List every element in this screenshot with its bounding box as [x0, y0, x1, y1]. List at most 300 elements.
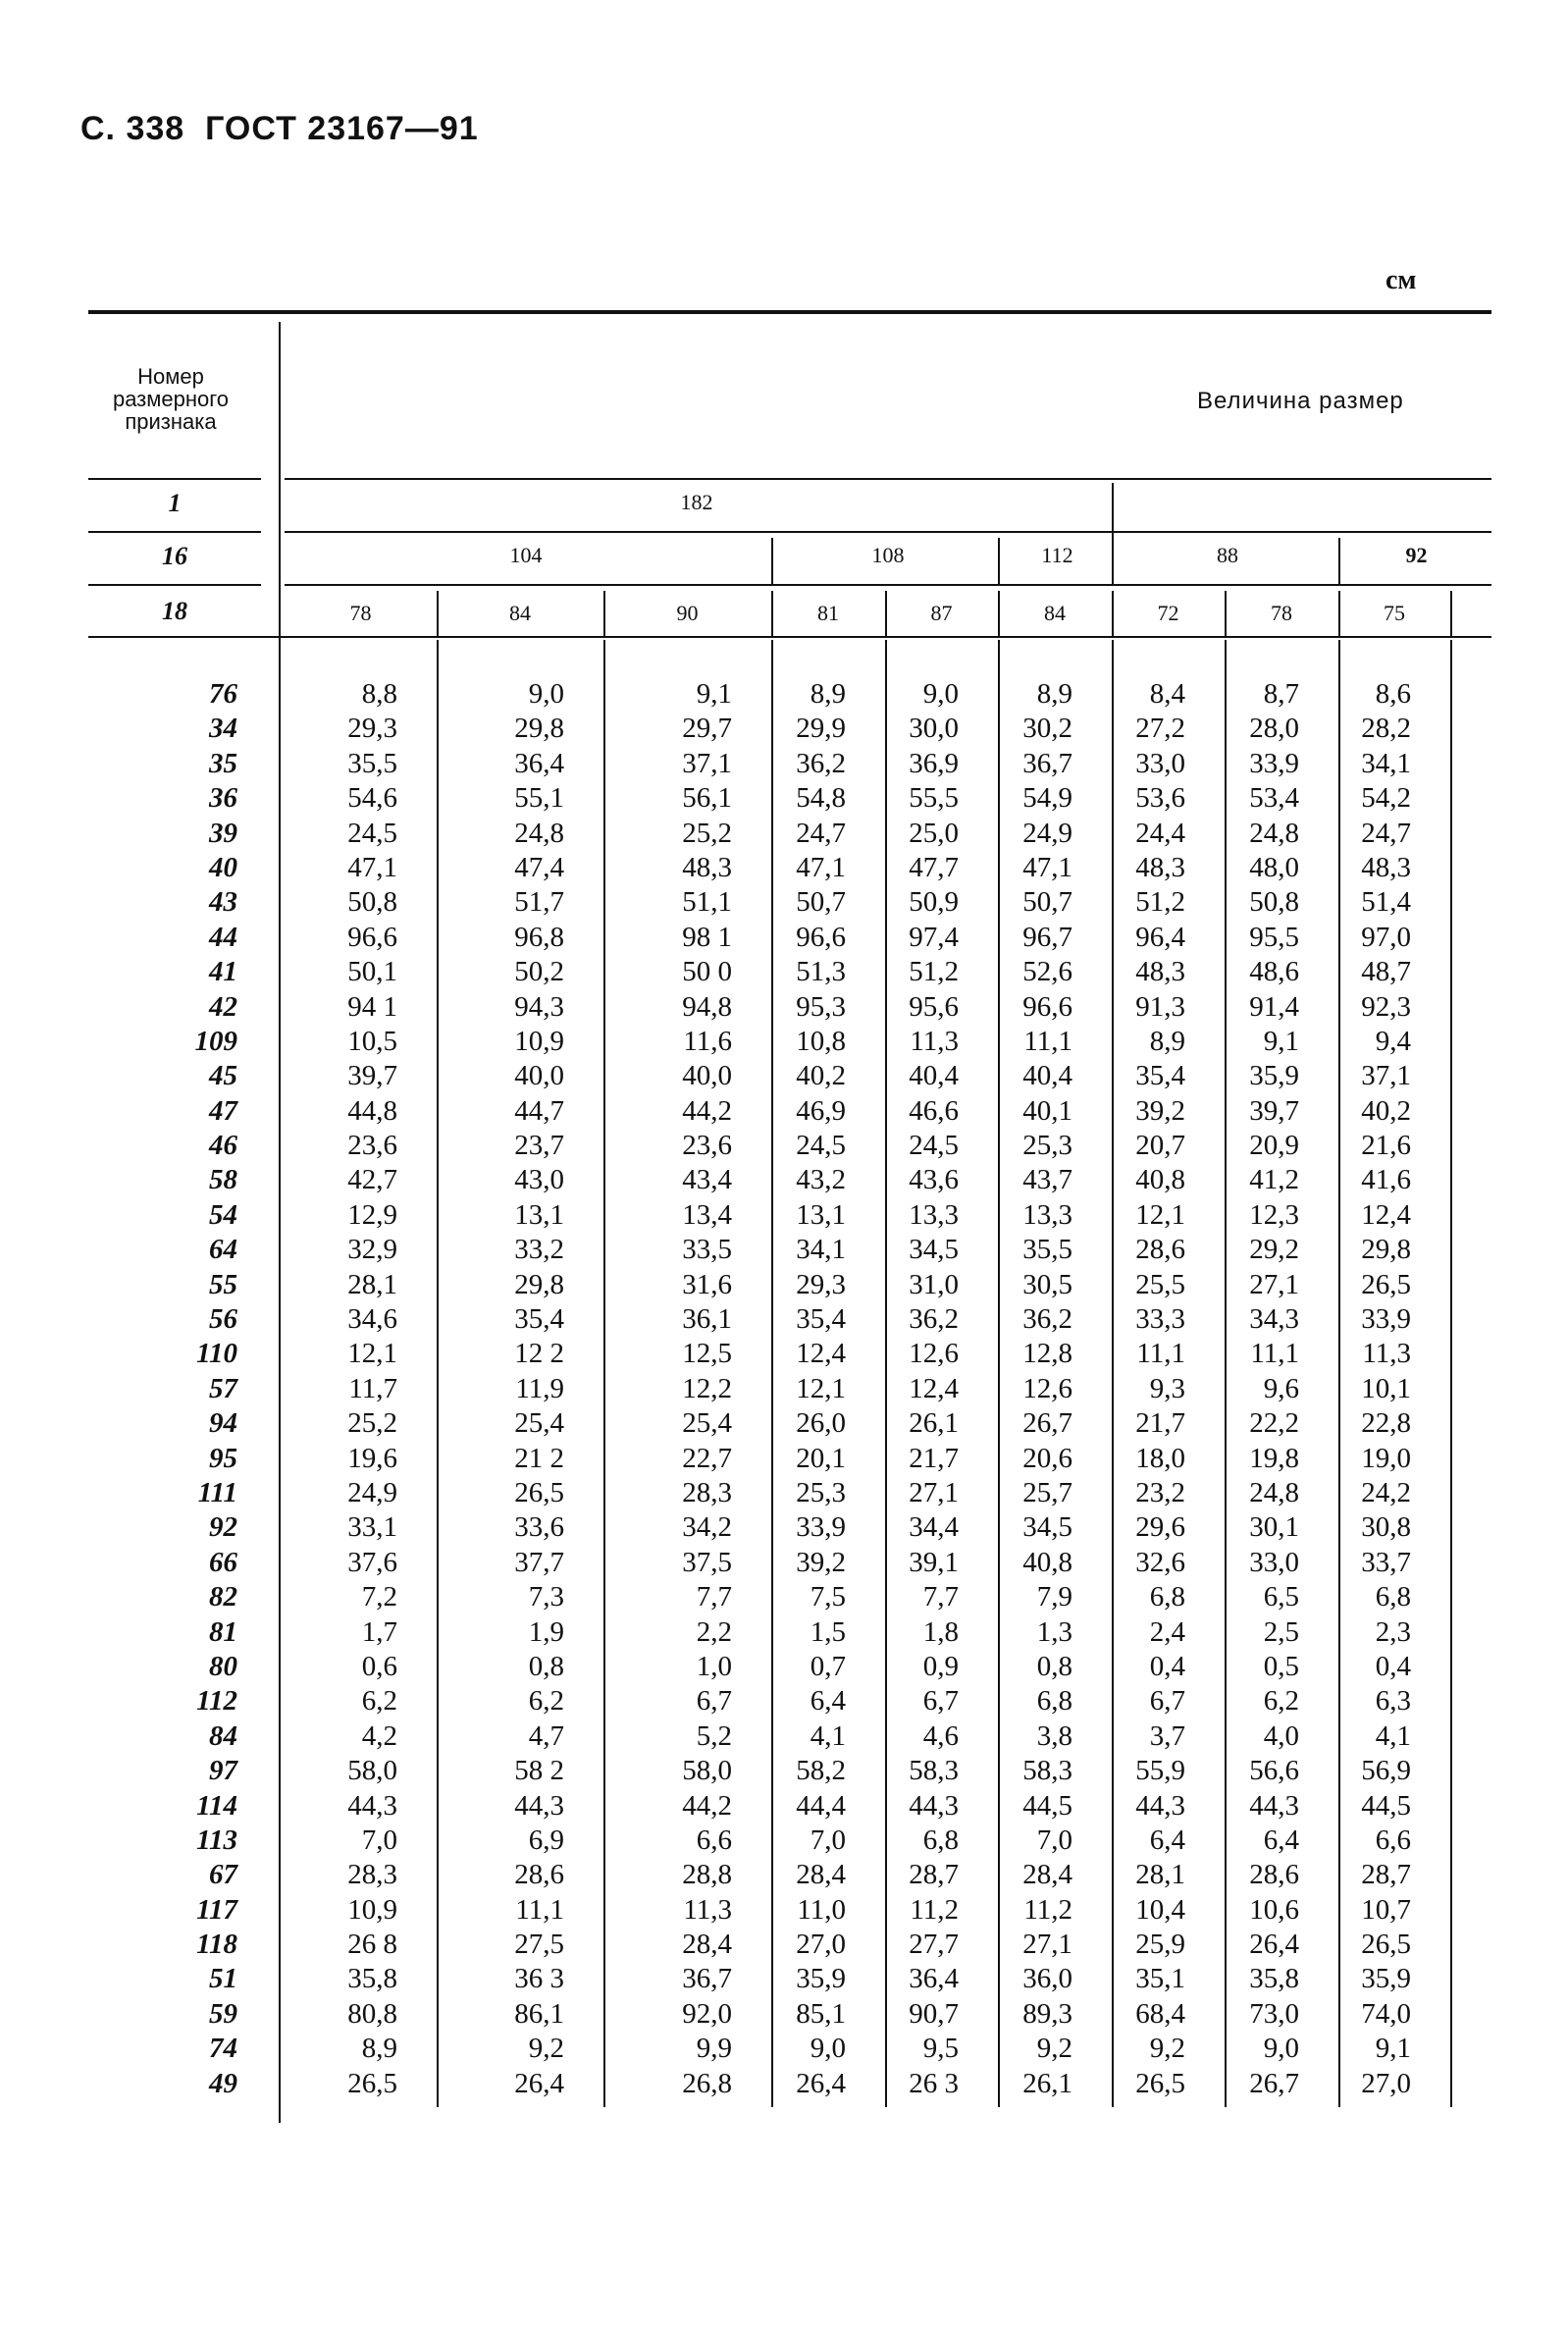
table-cell: 12 2: [514, 1338, 564, 1370]
table-cell: 48,3: [1135, 956, 1185, 988]
table-cell: 6,4: [1263, 1824, 1299, 1856]
row-label: 55: [209, 1268, 237, 1300]
table-cell: 11,7: [348, 1372, 397, 1404]
table-cell: 26,4: [1249, 1929, 1299, 1961]
table-cell: 24,2: [1361, 1476, 1411, 1508]
table-cell: 94,8: [682, 990, 732, 1023]
table-cell: 44,2: [682, 1094, 732, 1127]
table-cell: 20,6: [1022, 1442, 1072, 1474]
table-cell: 12,9: [347, 1198, 397, 1231]
table-cell: 97,4: [909, 921, 959, 953]
column-divider: [1225, 640, 1227, 2107]
header-rule: [88, 584, 261, 586]
column-divider: [885, 640, 887, 2107]
table-cell: 12,4: [909, 1372, 959, 1404]
table-cell: 6,7: [922, 1685, 959, 1718]
table-cell: 28,1: [1135, 1859, 1185, 1891]
table-cell: 33,0: [1249, 1546, 1299, 1578]
column-divider: [437, 591, 439, 636]
table-cell: 54,8: [796, 782, 846, 815]
unit-label: см: [1385, 265, 1417, 295]
table-cell: 33,7: [1361, 1546, 1411, 1578]
table-cell: 4,1: [810, 1719, 846, 1752]
table-cell: 48,7: [1361, 956, 1411, 988]
table-cell: 40,4: [909, 1060, 959, 1092]
row-label: 43: [209, 886, 237, 919]
table-cell: 19,6: [347, 1442, 397, 1474]
table-cell: 6,2: [1263, 1685, 1299, 1718]
table-cell: 40,1: [1022, 1094, 1072, 1127]
table-cell: 34,6: [347, 1303, 397, 1336]
column-divider: [771, 591, 773, 636]
table-cell: 29,6: [1135, 1511, 1185, 1544]
table-cell: 73,0: [1249, 1997, 1299, 2030]
table-cell: 34,4: [909, 1511, 959, 1544]
row-label: 95: [209, 1442, 237, 1474]
row-label: 84: [209, 1719, 237, 1752]
table-cell: 30,1: [1249, 1511, 1299, 1544]
table-cell: 51,2: [909, 956, 959, 988]
table-cell: 7,7: [922, 1581, 959, 1613]
table-cell: 33,5: [682, 1234, 732, 1266]
table-cell: 35,8: [347, 1963, 397, 1995]
table-cell: 9,2: [1036, 2033, 1072, 2065]
table-cell: 28,3: [682, 1476, 732, 1508]
table-cell: 48,3: [682, 851, 732, 883]
table-cell: 44,3: [1249, 1789, 1299, 1822]
table-cell: 35,8: [1249, 1963, 1299, 1995]
table-cell: 36,4: [909, 1963, 959, 1995]
table-cell: 91,4: [1249, 990, 1299, 1023]
table-cell: 1,9: [528, 1615, 564, 1648]
header-row-label-1: 1: [168, 489, 182, 517]
table-cell: 24,5: [909, 1130, 959, 1162]
table-cell: 9,9: [696, 2033, 732, 2065]
row-label: 49: [209, 2067, 237, 2099]
table-cell: 55,9: [1135, 1755, 1185, 1787]
table-cell: 9,1: [696, 678, 732, 710]
table-cell: 0,6: [361, 1650, 397, 1682]
table-cell: 46,6: [909, 1094, 959, 1127]
table-cell: 27,2: [1135, 713, 1185, 745]
table-cell: 51,7: [514, 886, 564, 919]
table-cell: 4,7: [528, 1719, 564, 1752]
row-label: 44: [209, 921, 237, 953]
row-label: 40: [209, 851, 237, 883]
table-cell: 44,8: [347, 1094, 397, 1127]
table-cell: 51,3: [796, 956, 846, 988]
table-cell: 21,7: [1135, 1407, 1185, 1440]
table-cell: 28,6: [514, 1859, 564, 1891]
table-cell: 42,7: [347, 1164, 397, 1196]
row-label: 110: [196, 1338, 237, 1370]
table-cell: 68,4: [1135, 1997, 1185, 2030]
row-label: 47: [209, 1094, 237, 1127]
table-cell: 6,6: [696, 1824, 732, 1856]
table-cell: 28,6: [1249, 1859, 1299, 1891]
table-cell: 92,3: [1361, 990, 1411, 1023]
table-cell: 91,3: [1135, 990, 1185, 1023]
table-cell: 9,0: [810, 2033, 846, 2065]
table-cell: 50,9: [909, 886, 959, 919]
table-cell: 23,2: [1135, 1476, 1185, 1508]
table-cell: 26,5: [514, 1476, 564, 1508]
row-label: 94: [209, 1407, 237, 1440]
value-column: [1225, 677, 1299, 2101]
table-cell: 9,6: [1263, 1372, 1299, 1404]
table-cell: 10,7: [1361, 1893, 1411, 1926]
table-cell: 44,2: [682, 1789, 732, 1822]
table-cell: 12,3: [1249, 1198, 1299, 1231]
table-cell: 40,8: [1022, 1546, 1072, 1578]
table-cell: 33,6: [514, 1511, 564, 1544]
table-cell: 4,2: [361, 1719, 397, 1752]
table-cell: 36,2: [1022, 1303, 1072, 1336]
column-divider: [1338, 640, 1340, 2107]
table-cell: 26,5: [347, 2067, 397, 2099]
table-cell: 25,3: [796, 1476, 846, 1508]
table-cell: 27,5: [514, 1929, 564, 1961]
table-cell: 13,1: [796, 1198, 846, 1231]
table-cell: 1,3: [1036, 1615, 1072, 1648]
table-cell: 25,4: [514, 1407, 564, 1440]
column-divider: [998, 591, 1000, 636]
table-cell: 33,9: [796, 1511, 846, 1544]
row-label: 67: [209, 1859, 237, 1891]
table-cell: 94 1: [347, 990, 397, 1023]
group-92: 92: [1405, 543, 1428, 567]
table-cell: 29,3: [347, 713, 397, 745]
table-cell: 74,0: [1361, 1997, 1411, 2030]
value-column: [1338, 677, 1411, 2101]
table-cell: 13,4: [682, 1198, 732, 1231]
table-cell: 6,4: [1149, 1824, 1185, 1856]
table-cell: 80,8: [347, 1997, 397, 2030]
table-cell: 13,1: [514, 1198, 564, 1231]
table-cell: 2,4: [1149, 1615, 1185, 1648]
table-cell: 40,0: [682, 1060, 732, 1092]
table-cell: 2,2: [696, 1615, 732, 1648]
table-cell: 50,2: [514, 956, 564, 988]
size-column-header: 78: [1271, 601, 1292, 625]
table-cell: 43,4: [682, 1164, 732, 1196]
table-cell: 12,1: [347, 1338, 397, 1370]
table-cell: 40,0: [514, 1060, 564, 1092]
table-cell: 35,4: [796, 1303, 846, 1336]
table-cell: 8,6: [1375, 678, 1411, 710]
group-divider: [998, 538, 1000, 585]
table-cell: 12,1: [1135, 1198, 1185, 1231]
table-cell: 26,8: [682, 2067, 732, 2099]
table-cell: 12,2: [682, 1372, 732, 1404]
table-cell: 7,9: [1036, 1581, 1072, 1613]
size-column-header: 90: [676, 601, 699, 625]
table-cell: 50,8: [347, 886, 397, 919]
table-cell: 44,3: [1135, 1789, 1185, 1822]
group-88: 88: [1217, 543, 1238, 567]
table-cell: 97,0: [1361, 921, 1411, 953]
table-cell: 0,7: [810, 1650, 846, 1682]
table-cell: 44,3: [909, 1789, 959, 1822]
table-cell: 39,7: [347, 1060, 397, 1092]
table-cell: 7,0: [810, 1824, 846, 1856]
row-label: 92: [209, 1511, 237, 1544]
row-label: 35: [209, 747, 237, 779]
table-cell: 28,3: [347, 1859, 397, 1891]
table-cell: 26,4: [514, 2067, 564, 2099]
table-cell: 28,8: [682, 1859, 732, 1891]
table-cell: 25,2: [682, 817, 732, 849]
table-cell: 48,3: [1361, 851, 1411, 883]
table-cell: 9,4: [1375, 1025, 1411, 1057]
header-row-label-16: 16: [162, 542, 187, 570]
table-cell: 9,2: [1149, 2033, 1185, 2065]
table-cell: 11,3: [910, 1025, 959, 1057]
row-label: 118: [196, 1929, 237, 1961]
table-cell: 28,0: [1249, 713, 1299, 745]
table-cell: 11,0: [797, 1893, 846, 1926]
table-cell: 11,3: [683, 1893, 732, 1926]
stub-header-line: Номер: [137, 364, 204, 389]
value-header: Величина размер: [1197, 388, 1404, 414]
size-column-header: 75: [1384, 601, 1405, 625]
table-cell: 8,7: [1263, 678, 1299, 710]
table-cell: 12,4: [1361, 1198, 1411, 1231]
table-cell: 0,8: [528, 1650, 564, 1682]
row-label: 64: [209, 1234, 237, 1266]
table-cell: 11,2: [1023, 1893, 1072, 1926]
table-cell: 35,9: [796, 1963, 846, 1995]
table-cell: 9,0: [528, 678, 564, 710]
table-cell: 6,7: [696, 1685, 732, 1718]
table-cell: 6,8: [1149, 1581, 1185, 1613]
table-cell: 50,7: [796, 886, 846, 919]
group-divider: [771, 538, 773, 585]
table-cell: 6,5: [1263, 1581, 1299, 1613]
row-label: 59: [209, 1997, 237, 2030]
row-label: 56: [209, 1303, 237, 1336]
table-cell: 36,4: [514, 747, 564, 779]
table-cell: 26,4: [796, 2067, 846, 2099]
table-cell: 58 2: [514, 1755, 564, 1787]
column-divider: [1225, 591, 1227, 636]
table-cell: 26,1: [909, 1407, 959, 1440]
table-cell: 10,8: [796, 1025, 846, 1057]
table-cell: 48,6: [1249, 956, 1299, 988]
table-cell: 85,1: [796, 1997, 846, 2030]
group-divider: [1112, 483, 1114, 542]
size-column-header: 87: [930, 601, 953, 625]
table-cell: 6,9: [528, 1824, 564, 1856]
table-cell: 10,9: [347, 1893, 397, 1926]
table-cell: 29,8: [514, 1268, 564, 1300]
table-cell: 11,1: [1136, 1338, 1185, 1370]
table-cell: 6,8: [1036, 1685, 1072, 1718]
row-label: 113: [196, 1824, 237, 1856]
table-cell: 33,1: [347, 1511, 397, 1544]
table-cell: 22,2: [1249, 1407, 1299, 1440]
table-cell: 58,3: [1022, 1755, 1072, 1787]
table-cell: 8,9: [810, 678, 846, 710]
table-cell: 25,3: [1022, 1130, 1072, 1162]
table-cell: 25,4: [682, 1407, 732, 1440]
table-cell: 3,7: [1149, 1719, 1185, 1752]
column-divider: [885, 591, 887, 636]
table-cell: 35,5: [1022, 1234, 1072, 1266]
size-column-header: 84: [1044, 601, 1066, 625]
table-cell: 37,5: [682, 1546, 732, 1578]
table-cell: 43,2: [796, 1164, 846, 1196]
row-label: 109: [194, 1025, 237, 1057]
table-cell: 26 8: [347, 1929, 397, 1961]
stub-header: [82, 365, 259, 433]
table-cell: 47,1: [1022, 851, 1072, 883]
table-cell: 96,6: [347, 921, 397, 953]
stub-divider: [279, 322, 281, 2123]
table-cell: 4,0: [1263, 1719, 1299, 1752]
column-divider: [437, 640, 439, 2107]
table-cell: 37,1: [1361, 1060, 1411, 1092]
table-cell: 29,8: [1361, 1234, 1411, 1266]
row-label: 58: [209, 1164, 237, 1196]
table-cell: 36 3: [514, 1963, 564, 1995]
table-cell: 50 0: [682, 956, 732, 988]
table-cell: 40,4: [1022, 1060, 1072, 1092]
page-header: [80, 110, 479, 148]
table-cell: 53,6: [1135, 782, 1185, 815]
group-112: 112: [1041, 543, 1073, 567]
table-cell: 34,5: [909, 1234, 959, 1266]
table-cell: 29,2: [1249, 1234, 1299, 1266]
table-cell: 20,1: [796, 1442, 846, 1474]
table-cell: 32,6: [1135, 1546, 1185, 1578]
table-cell: 37,1: [682, 747, 732, 779]
table-cell: 0,9: [922, 1650, 959, 1682]
table-cell: 53,4: [1249, 782, 1299, 815]
column-divider: [1112, 591, 1114, 636]
table-cell: 33,9: [1249, 747, 1299, 779]
table-cell: 44,5: [1022, 1789, 1072, 1822]
table-cell: 54,9: [1022, 782, 1072, 815]
table-cell: 29,7: [682, 713, 732, 745]
table-cell: 22,8: [1361, 1407, 1411, 1440]
value-column: [603, 677, 732, 2101]
table-top-rule: [88, 310, 1491, 314]
table-cell: 27,0: [796, 1929, 846, 1961]
row-label: 66: [209, 1546, 237, 1578]
table-cell: 12,1: [796, 1372, 846, 1404]
column-divider: [1112, 640, 1114, 2107]
table-cell: 35,4: [1135, 1060, 1185, 1092]
table-cell: 11,1: [515, 1893, 564, 1926]
table-cell: 37,7: [514, 1546, 564, 1578]
table-cell: 20,7: [1135, 1130, 1185, 1162]
table-cell: 51,4: [1361, 886, 1411, 919]
table-cell: 98 1: [682, 921, 732, 953]
table-cell: 5,2: [696, 1719, 732, 1752]
table-cell: 10,4: [1135, 1893, 1185, 1926]
table-cell: 1,5: [810, 1615, 846, 1648]
table-cell: 28,2: [1361, 713, 1411, 745]
row-label: 97: [209, 1755, 237, 1787]
table-cell: 12,5: [682, 1338, 732, 1370]
table-cell: 6,8: [922, 1824, 959, 1856]
table-cell: 11,6: [683, 1025, 732, 1057]
row-label: 57: [209, 1372, 237, 1404]
table-cell: 40,2: [796, 1060, 846, 1092]
row-label: 74: [209, 2033, 237, 2065]
table-cell: 6,2: [361, 1685, 397, 1718]
table-cell: 36,9: [909, 747, 959, 779]
table-cell: 7,7: [696, 1581, 732, 1613]
table-cell: 35,9: [1249, 1060, 1299, 1092]
table-cell: 18,0: [1135, 1442, 1185, 1474]
table-cell: 25,7: [1022, 1476, 1072, 1508]
table-cell: 44,4: [796, 1789, 846, 1822]
table-cell: 44,5: [1361, 1789, 1411, 1822]
table-cell: 10,5: [347, 1025, 397, 1057]
table-cell: 26,7: [1022, 1407, 1072, 1440]
table-cell: 12,8: [1022, 1338, 1072, 1370]
row-label: 46: [209, 1130, 237, 1162]
row-label: 114: [196, 1789, 237, 1822]
table-cell: 47,4: [514, 851, 564, 883]
table-cell: 28,7: [1361, 1859, 1411, 1891]
value-column: [885, 677, 959, 2101]
row-label-column: [80, 677, 237, 2101]
table-cell: 33,0: [1135, 747, 1185, 779]
table-cell: 11,1: [1023, 1025, 1072, 1057]
table-cell: 30,5: [1022, 1268, 1072, 1300]
column-divider: [1450, 591, 1452, 636]
table-cell: 8,9: [1149, 1025, 1185, 1057]
table-cell: 58,2: [796, 1755, 846, 1787]
value-column: [437, 677, 564, 2101]
table-cell: 35,4: [514, 1303, 564, 1336]
row-label: 111: [197, 1476, 237, 1508]
table-cell: 7,3: [528, 1581, 564, 1613]
table-cell: 21 2: [514, 1442, 564, 1474]
table-cell: 11,3: [1362, 1338, 1411, 1370]
table-cell: 54,2: [1361, 782, 1411, 815]
table-cell: 26,5: [1135, 2067, 1185, 2099]
table-cell: 33,3: [1135, 1303, 1185, 1336]
table-cell: 23,7: [514, 1130, 564, 1162]
table-cell: 24,7: [796, 817, 846, 849]
table-cell: 27,0: [1361, 2067, 1411, 2099]
table-cell: 30,2: [1022, 713, 1072, 745]
table-cell: 95,5: [1249, 921, 1299, 953]
table-cell: 34,3: [1249, 1303, 1299, 1336]
table-cell: 33,2: [514, 1234, 564, 1266]
table-cell: 58,3: [909, 1755, 959, 1787]
table-cell: 0,5: [1263, 1650, 1299, 1682]
table-cell: 6,4: [810, 1685, 846, 1718]
table-cell: 7,0: [361, 1824, 397, 1856]
table-cell: 29,9: [796, 713, 846, 745]
table-cell: 56,6: [1249, 1755, 1299, 1787]
table-cell: 2,3: [1375, 1615, 1411, 1648]
group-divider: [1112, 538, 1114, 585]
table-cell: 52,6: [1022, 956, 1072, 988]
table-cell: 23,6: [347, 1130, 397, 1162]
page-number: С. 338: [80, 110, 185, 147]
table-cell: 26,0: [796, 1407, 846, 1440]
table-cell: 39,2: [796, 1546, 846, 1578]
table-cell: 58,0: [347, 1755, 397, 1787]
row-label: 76: [209, 678, 237, 710]
table-cell: 28,1: [347, 1268, 397, 1300]
